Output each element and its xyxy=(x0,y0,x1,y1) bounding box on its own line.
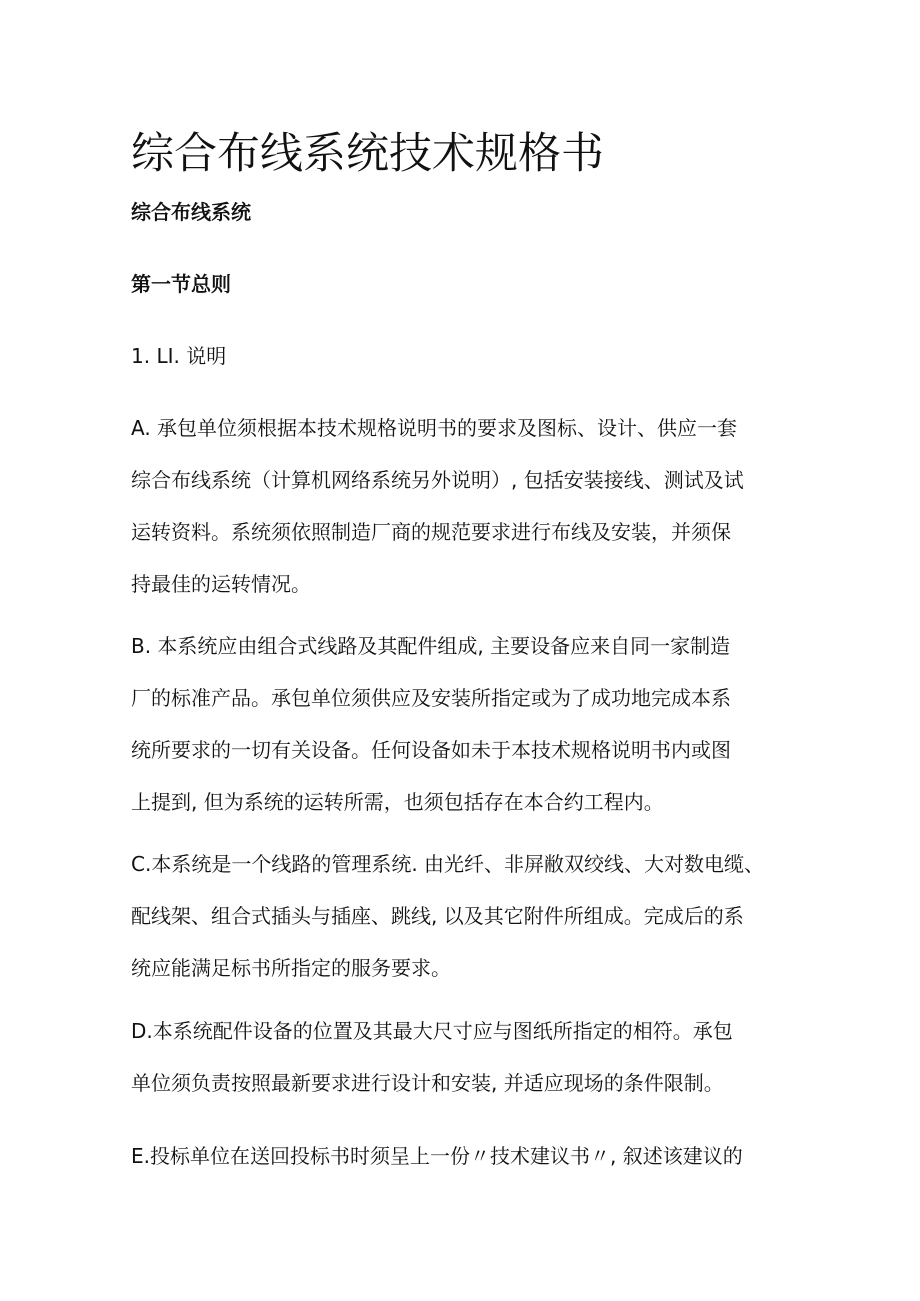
paragraph-line: 统所要求的一切有关设备。任何设备如未于本技术规格说明书内或图 xyxy=(131,738,731,762)
paragraph-line: A. 承包单位须根据本技术规格说明书的要求及图标、设计、供应一套 xyxy=(131,416,738,440)
paragraph-line: 运转资料。系统须依照制造厂商的规范要求进行布线及安装，并须保 xyxy=(131,520,731,544)
paragraph-line: 配线架、组合式插头与插座、跳线, 以及其它附件所组成。完成后的系 xyxy=(131,904,744,928)
document-subtitle: 综合布线系统 xyxy=(131,200,251,224)
paragraph-line: 统应能满足标书所指定的服务要求。 xyxy=(131,956,451,980)
paragraph-a xyxy=(131,402,799,610)
paragraph-d xyxy=(131,1005,799,1109)
paragraph-line: 单位须负责按照最新要求进行设计和安装, 并适应现场的条件限制。 xyxy=(131,1071,724,1095)
paragraph-line: 综合布线系统（计算机网络系统另外说明）, 包括安装接线、测试及试 xyxy=(131,468,744,492)
paragraph-line: 上提到, 但为系统的运转所需，也须包括存在本合约工程内。 xyxy=(131,790,664,814)
paragraph-line: E.投标单位在送回投标书时须呈上一份〃技术建议书〃, 叙述该建议的 xyxy=(131,1144,743,1168)
clause-heading: 1. LI. 说明 xyxy=(131,344,227,368)
paragraph-line: B. 本系统应由组合式线路及其配件组成, 主要设备应来自同一家制造 xyxy=(131,634,731,658)
paragraph-b xyxy=(131,620,799,828)
paragraph-line: 厂的标准产品。承包单位须供应及安装所指定或为了成功地完成本系 xyxy=(131,686,731,710)
paragraph-e xyxy=(131,1130,799,1182)
section-heading: 第一节总则 xyxy=(131,272,231,296)
paragraph-line: C.本系统是一个线路的管理系统. 由光纤、非屏敝双绞线、大对数电缆、 xyxy=(131,852,765,876)
document-title: 综合布线系统技术规格书 xyxy=(131,129,604,179)
paragraph-line: 持最佳的运转情况。 xyxy=(131,572,311,596)
paragraph-c xyxy=(131,838,799,994)
paragraph-line: D.本系统配件设备的位置及其最大尺寸应与图纸所指定的相符。承包 xyxy=(131,1019,733,1043)
